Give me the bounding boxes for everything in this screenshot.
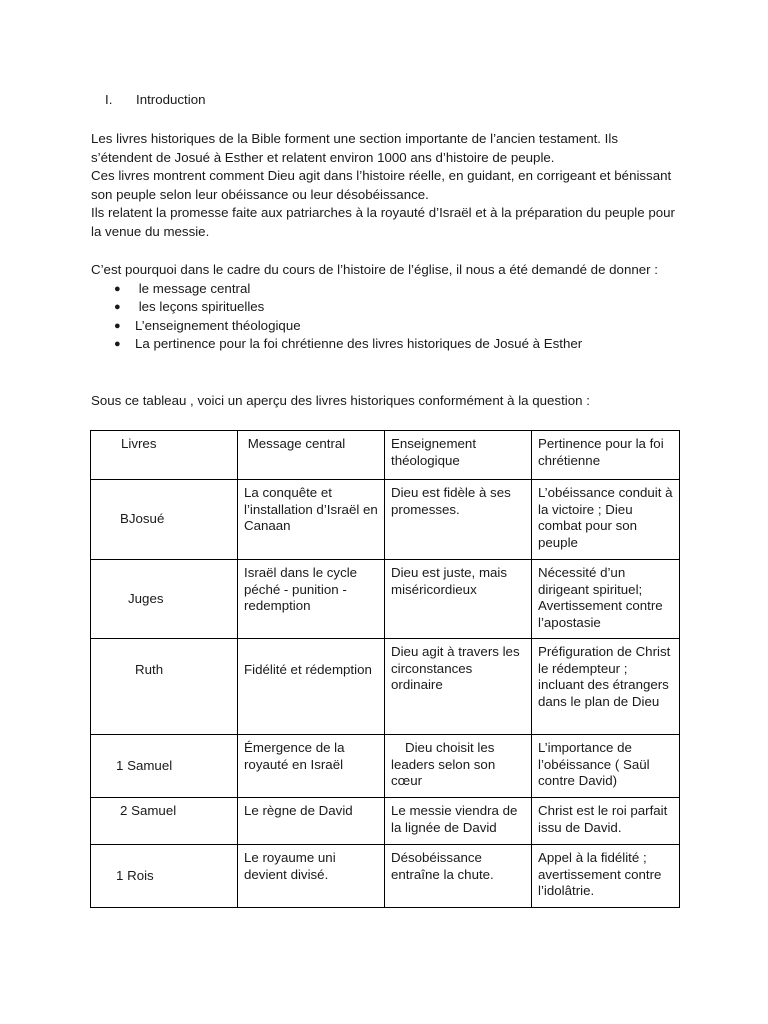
table-row <box>91 845 680 908</box>
bullet-list <box>91 280 681 354</box>
bullet-item: ● le message central <box>91 280 681 299</box>
bullet-item: ● L’enseignement théologique <box>91 317 681 336</box>
table-cell: Désobéissance entraîne la chute. <box>385 845 532 908</box>
header-cell: Message central <box>238 431 385 480</box>
table-cell: Le règne de David <box>238 798 385 845</box>
section-title: Introduction <box>136 92 206 107</box>
bullet-icon: ● <box>114 338 121 350</box>
table-row <box>91 798 680 845</box>
section-number: I. <box>105 92 113 107</box>
book-cell: Juges <box>91 560 238 639</box>
table-cell: L’importance de l’obéissance ( Saül contre David) <box>532 735 680 798</box>
book-cell: BJosué <box>91 480 238 560</box>
table-cell: Le royaume uni devient divisé. <box>238 845 385 908</box>
table-row <box>91 639 680 735</box>
table-row <box>91 560 680 639</box>
book-cell: 1 Rois <box>91 845 238 908</box>
table-cell: La conquête et l’installation d’Israël en Canaan <box>238 480 385 560</box>
book-cell: 1 Samuel <box>91 735 238 798</box>
table-cell: Dieu agit à travers les circonstances ordinaire <box>385 639 532 735</box>
book-cell: Ruth <box>91 639 238 735</box>
bullet-icon: ● <box>114 282 121 295</box>
intro-paragraph: Ces livres montrent comment Dieu agit dans l’histoire réelle, en guidant, en corrigeant et bénissant son peuple selon leur obéissance ou leur désobéissance. <box>91 168 672 202</box>
section-heading <box>105 91 205 110</box>
demand-paragraph: C’est pourquoi dans le cadre du cours de l’histoire de l’église, il nous a été demandé de donner : <box>91 262 658 277</box>
table-cell: Christ est le roi parfait issu de David. <box>532 798 680 845</box>
table-cell: Dieu choisit les leaders selon son cœur <box>385 735 532 798</box>
bullet-icon: ● <box>114 301 121 313</box>
books-table <box>90 430 680 908</box>
header-cell: Enseignement théologique <box>385 431 532 480</box>
bullet-icon: ● <box>114 319 121 332</box>
table-cell: Appel à la fidélité ; avertissement contre l’idolâtrie. <box>532 845 680 908</box>
bullet-item: ● La pertinence pour la foi chrétienne des livres historiques de Josué à Esther <box>91 335 681 354</box>
table-row <box>91 480 680 560</box>
table-cell: L’obéissance conduit à la victoire ; Dieu combat pour son peuple <box>532 480 680 560</box>
table-intro: Sous ce tableau , voici un aperçu des livres historiques conformément à la question : <box>91 393 590 408</box>
bullet-item: ● les leçons spirituelles <box>91 298 681 317</box>
table-cell: Le messie viendra de la lignée de David <box>385 798 532 845</box>
table-cell: Dieu est juste, mais miséricordieux <box>385 560 532 639</box>
intro-paragraph: Les livres historiques de la Bible forment une section importante de l’ancien testament. Ils s’étendent de Josué à Esther et relatent environ 1000 ans d’histoire de peuple. <box>91 131 618 165</box>
intro-paragraph: Ils relatent la promesse faite aux patriarches à la royauté d’Israël et à la préparation du peuple pour la venue du messie. <box>91 205 675 239</box>
table-cell: Israël dans le cycle péché - punition - redemption <box>238 560 385 639</box>
book-cell: 2 Samuel <box>91 798 238 845</box>
table-cell: Préfiguration de Christ le rédempteur ; incluant des étrangers dans le plan de Dieu <box>532 639 680 735</box>
table-cell: Nécessité d’un dirigeant spirituel; Avertissement contre l’apostasie <box>532 560 680 639</box>
table-cell: Émergence de la royauté en Israël <box>238 735 385 798</box>
table-header-row <box>91 431 680 480</box>
header-cell: Pertinence pour la foi chrétienne <box>532 431 680 480</box>
intro-text <box>91 130 681 241</box>
table-cell: Dieu est fidèle à ses promesses. <box>385 480 532 560</box>
header-cell: Livres <box>91 431 238 480</box>
table-row <box>91 735 680 798</box>
table-cell: Fidélité et rédemption <box>238 639 385 735</box>
demand-block <box>91 261 681 354</box>
